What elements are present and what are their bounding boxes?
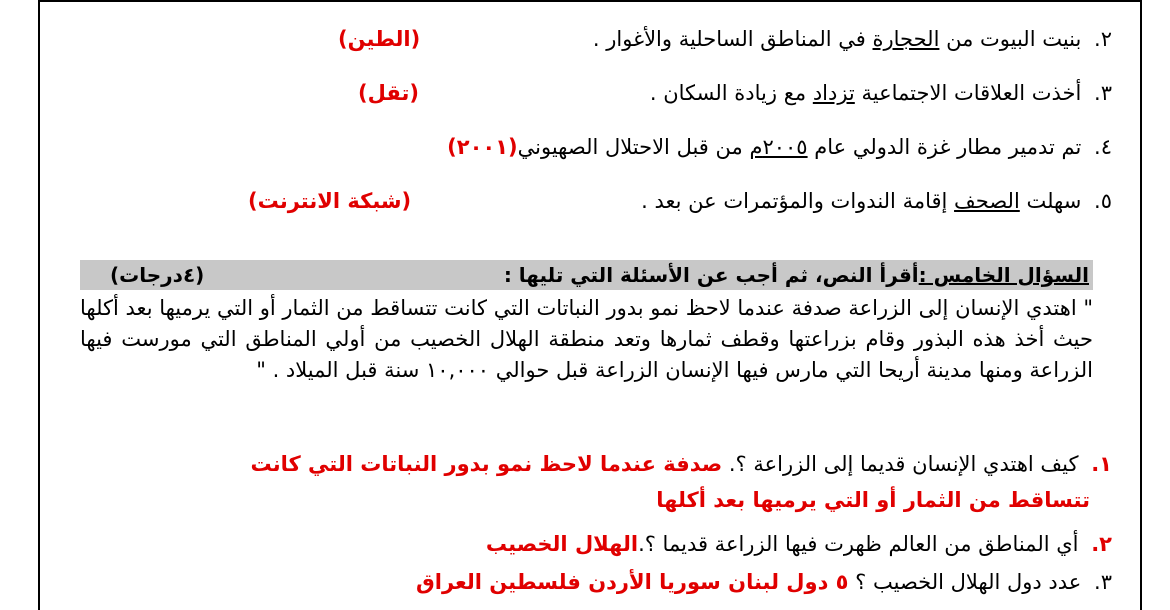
subquestion-answer: صدفة عندما لاحظ نمو بدور النباتات التي كانت <box>250 452 723 476</box>
statement-row <box>641 186 1112 216</box>
statement-text: سهلت <box>1026 189 1082 213</box>
subquestion-answer-continued: تتساقط من الثمار أو التي يرميها بعد أكلها <box>656 488 1090 512</box>
subquestion-row <box>251 449 1113 479</box>
page-right-border <box>1140 0 1142 610</box>
statement-answer: (٢٠٠١) <box>447 135 518 159</box>
subquestion-number: ١. <box>1091 452 1112 476</box>
question-instruction: أقرأ النص، ثم أجب عن الأسئلة التي تليها : <box>503 263 919 287</box>
reading-passage: " اهتدي الإنسان إلى الزراعة صدفة عندما لاحظ نمو بدور النباتات التي كانت تتساقط من الثمار أو التي يرميها بعد أكلها حيث أخذ هذه البذور وقام بزراعتها وقطف ثمارها وتعد منطقة الهلال الخصيب من أولي المناطق التي مورست فيها الزراعة ومنها مدينة أريحا التي مارس فيها الإنسان الزراعة قبل حوالي ١٠,٠٠٠ سنة قبل الميلاد . " <box>80 296 1093 382</box>
statement-row <box>593 24 1112 54</box>
statement-row <box>650 78 1112 108</box>
question-title <box>504 260 1089 290</box>
subquestion-text: كيف اهتدي الإنسان قديما إلى الزراعة ؟. <box>728 452 1079 476</box>
statement-text: إقامة الندوات والمؤتمرات عن بعد . <box>641 189 948 213</box>
statement-row <box>447 132 1112 162</box>
statement-underlined: تزداد <box>812 81 855 105</box>
statement-underlined: ٢٠٠٥م <box>749 135 808 159</box>
statement-text: بنيت البيوت من <box>946 27 1082 51</box>
page-left-border <box>38 0 40 610</box>
subquestion-row <box>416 567 1112 597</box>
statement-text: مع زيادة السكان . <box>649 81 807 105</box>
subquestion-number: ٢. <box>1091 532 1112 556</box>
statement-text: تم تدمير مطار غزة الدولي عام <box>814 135 1082 159</box>
statement-number: ٢. <box>1094 27 1112 51</box>
statement-answer: (شبكة الانترنت) <box>248 189 412 213</box>
subquestion-text: أي المناطق من العالم ظهرت فيها الزراعة قديما ؟. <box>638 532 1079 556</box>
statement-answer: (تقل) <box>358 81 419 105</box>
subquestion-number: ٣. <box>1094 570 1112 594</box>
subquestion-text: عدد دول الهلال الخصيب ؟ <box>855 570 1082 594</box>
question-score: (٤درجات) <box>110 263 205 287</box>
statement-text: أخذت العلاقات الاجتماعية <box>861 81 1082 105</box>
statement-number: ٥. <box>1094 189 1112 213</box>
statement-text: في المناطق الساحلية والأغوار . <box>592 27 866 51</box>
subquestion-answer: ٥ دول لبنان سوريا الأردن فلسطين العراق <box>416 570 849 594</box>
question-header <box>80 260 1093 290</box>
statement-answer: (الطين) <box>338 27 421 51</box>
subquestion-answer: الهلال الخصيب <box>485 532 639 556</box>
question-label: السؤال الخامس : <box>918 263 1089 287</box>
page-top-border <box>38 0 1142 2</box>
statement-underlined: الحجارة <box>872 27 940 51</box>
statement-underlined: الصحف <box>954 189 1020 213</box>
statement-number: ٤. <box>1094 135 1112 159</box>
statement-text: من قبل الاحتلال الصهيوني <box>517 135 743 159</box>
statement-number: ٣. <box>1094 81 1112 105</box>
subquestion-row <box>486 529 1112 559</box>
